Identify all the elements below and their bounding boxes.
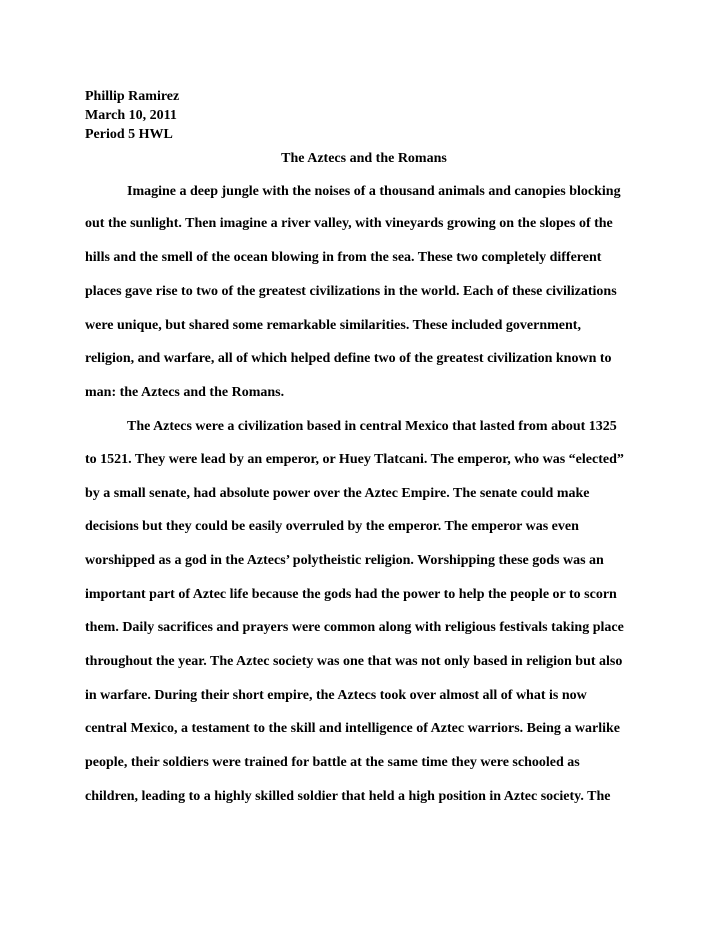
class-period: Period 5 HWL <box>85 127 173 142</box>
paragraph-line: were unique, but shared some remarkable similarities. These included government, <box>85 318 581 333</box>
paragraph-line: them. Daily sacrifices and prayers were common along with religious festivals taking place <box>85 620 624 635</box>
paragraph-line: central Mexico, a testament to the skill and intelligence of Aztec warriors. Being a warlike <box>85 721 620 736</box>
header-block <box>85 87 179 144</box>
paragraph-line: worshipped as a god in the Aztecs’ polytheistic religion. Worshipping these gods was an <box>85 553 604 568</box>
paragraph-line: by a small senate, had absolute power over the Aztec Empire. The senate could make <box>85 486 590 501</box>
paragraph-line: Imagine a deep jungle with the noises of a thousand animals and canopies blocking <box>127 184 621 199</box>
paragraph-line: out the sunlight. Then imagine a river valley, with vineyards growing on the slopes of the <box>85 216 613 231</box>
paragraph-line: places gave rise to two of the greatest civilizations in the world. Each of these civilizations <box>85 284 617 299</box>
paragraph-line: important part of Aztec life because the gods had the power to help the people or to scorn <box>85 587 617 602</box>
essay-title: The Aztecs and the Romans <box>281 151 447 166</box>
paragraph-line: people, their soldiers were trained for battle at the same time they were schooled as <box>85 755 580 770</box>
paragraph-line: children, leading to a highly skilled soldier that held a high position in Aztec society. The <box>85 789 611 804</box>
paragraph-line: throughout the year. The Aztec society was one that was not only based in religion but also <box>85 654 623 669</box>
paragraph-line: religion, and warfare, all of which helped define two of the greatest civilization known to <box>85 351 612 366</box>
paragraph-line: to 1521. They were lead by an emperor, or Huey Tlatcani. The emperor, who was “elected” <box>85 452 624 467</box>
paragraph-line: decisions but they could be easily overruled by the emperor. The emperor was even <box>85 519 579 534</box>
document-date: March 10, 2011 <box>85 108 177 123</box>
author-name: Phillip Ramirez <box>85 89 180 104</box>
paragraph-line: The Aztecs were a civilization based in central Mexico that lasted from about 1325 <box>127 419 617 434</box>
paragraph-line: hills and the smell of the ocean blowing in from the sea. These two completely different <box>85 250 602 265</box>
paragraph-line: man: the Aztecs and the Romans. <box>85 385 285 400</box>
paragraph-line: in warfare. During their short empire, the Aztecs took over almost all of what is now <box>85 688 587 703</box>
